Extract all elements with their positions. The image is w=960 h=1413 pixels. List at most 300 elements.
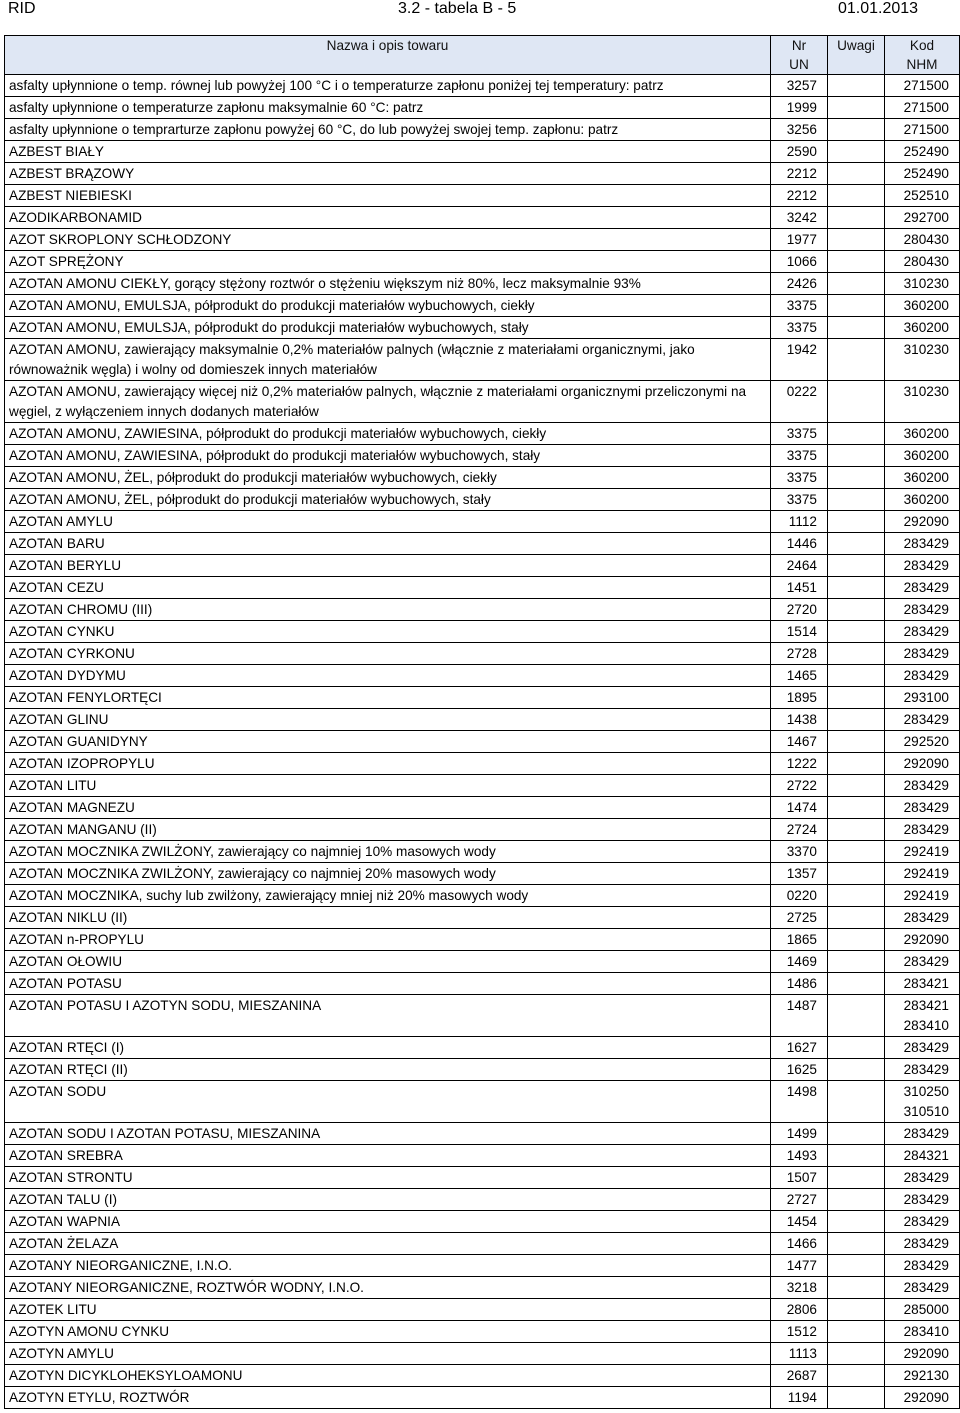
cell-nhm-code: 292520 xyxy=(885,731,960,753)
cell-description: AZOTAN MOCZNIKA, suchy lub zwilżony, zawierający mniej niż 20% masowych wody xyxy=(5,885,771,907)
cell-un-number: 3375 xyxy=(771,445,828,467)
cell-un-number: 1498 xyxy=(771,1081,828,1123)
cell-remarks xyxy=(828,445,885,467)
table-row xyxy=(5,339,960,381)
cell-nhm-code: 360200 xyxy=(885,467,960,489)
cell-nhm-code: 283429 xyxy=(885,907,960,929)
cell-nhm-code: 283429 xyxy=(885,577,960,599)
table-row xyxy=(5,731,960,753)
cell-remarks xyxy=(828,1167,885,1189)
cell-description: AZOTAN BERYLU xyxy=(5,555,771,577)
table-row xyxy=(5,97,960,119)
cell-remarks xyxy=(828,295,885,317)
cell-remarks xyxy=(828,1123,885,1145)
cell-nhm-code: 283429 xyxy=(885,1211,960,1233)
table-row xyxy=(5,775,960,797)
cell-remarks xyxy=(828,1189,885,1211)
cell-description: AZOTAN MANGANU (II) xyxy=(5,819,771,841)
table-row xyxy=(5,273,960,295)
cell-remarks xyxy=(828,599,885,621)
cell-remarks xyxy=(828,885,885,907)
table-row xyxy=(5,643,960,665)
table-row xyxy=(5,819,960,841)
cell-remarks xyxy=(828,381,885,423)
table-row xyxy=(5,381,960,423)
table-row xyxy=(5,841,960,863)
cell-nhm-code: 252490 xyxy=(885,141,960,163)
cell-un-number: 1942 xyxy=(771,339,828,381)
cell-remarks xyxy=(828,1387,885,1409)
cell-remarks xyxy=(828,1299,885,1321)
cell-un-number: 1194 xyxy=(771,1387,828,1409)
table-row xyxy=(5,1299,960,1321)
cell-description: AZOTAN TALU (I) xyxy=(5,1189,771,1211)
cell-nhm-code: 310230 xyxy=(885,381,960,423)
cell-description: AZOTAN AMONU, EMULSJA, półprodukt do produkcji materiałów wybuchowych, ciekły xyxy=(5,295,771,317)
cell-description: AZOTAN STRONTU xyxy=(5,1167,771,1189)
cell-nhm-code: 292419 xyxy=(885,863,960,885)
cell-description: AZOTAN LITU xyxy=(5,775,771,797)
cell-description: asfalty upłynnione o temprarturze zapłonu powyżej 60 °C, do lub powyżej swojej temp. zapłonu: patrz xyxy=(5,119,771,141)
cell-remarks xyxy=(828,951,885,973)
cell-description: AZOTAN IZOPROPYLU xyxy=(5,753,771,775)
cell-description: AZOTAN AMONU CIEKŁY, gorący stężony roztwór o stężeniu większym niż 80%, lecz maksymalnie 93% xyxy=(5,273,771,295)
table-row xyxy=(5,621,960,643)
cell-un-number: 1895 xyxy=(771,687,828,709)
cell-un-number: 2728 xyxy=(771,643,828,665)
cell-description: AZOTAN CYNKU xyxy=(5,621,771,643)
cell-description: AZOTYN AMYLU xyxy=(5,1343,771,1365)
cell-remarks xyxy=(828,317,885,339)
cell-nhm-code: 283429 xyxy=(885,599,960,621)
cell-un-number: 1113 xyxy=(771,1343,828,1365)
cell-remarks xyxy=(828,119,885,141)
table-row xyxy=(5,489,960,511)
cell-un-number: 1512 xyxy=(771,1321,828,1343)
cell-remarks xyxy=(828,1211,885,1233)
column-header-nhm-line2: NHM xyxy=(906,57,938,72)
cell-remarks xyxy=(828,273,885,295)
cell-description: AZOTAN RTĘCI (I) xyxy=(5,1037,771,1059)
cell-nhm-code xyxy=(885,995,960,1037)
cell-un-number: 3375 xyxy=(771,295,828,317)
cell-remarks xyxy=(828,731,885,753)
cell-nhm-code: 293100 xyxy=(885,687,960,709)
cell-remarks xyxy=(828,555,885,577)
table-row xyxy=(5,973,960,995)
cell-nhm-code-primary: 283421 xyxy=(903,998,949,1013)
cell-remarks xyxy=(828,1081,885,1123)
header-left-label: RID xyxy=(8,0,36,17)
cell-remarks xyxy=(828,1365,885,1387)
table-row xyxy=(5,1167,960,1189)
table-row xyxy=(5,1081,960,1123)
table-row xyxy=(5,229,960,251)
cell-nhm-code-secondary: 283410 xyxy=(903,1018,949,1033)
table-row xyxy=(5,467,960,489)
cell-un-number: 1474 xyxy=(771,797,828,819)
cell-nhm-code: 283429 xyxy=(885,643,960,665)
column-header-un-line1: Nr xyxy=(791,38,807,53)
table-row xyxy=(5,185,960,207)
cell-remarks xyxy=(828,75,885,97)
cell-un-number: 1446 xyxy=(771,533,828,555)
table-row xyxy=(5,1211,960,1233)
cell-remarks xyxy=(828,1321,885,1343)
table-row xyxy=(5,907,960,929)
cell-description: asfalty upłynnione o temperaturze zapłonu maksymalnie 60 °C: patrz xyxy=(5,97,771,119)
cell-nhm-code: 271500 xyxy=(885,97,960,119)
cell-remarks xyxy=(828,665,885,687)
cell-remarks xyxy=(828,207,885,229)
cell-description: AZOTAN AMONU, ŻEL, półprodukt do produkcji materiałów wybuchowych, stały xyxy=(5,489,771,511)
table-row xyxy=(5,1343,960,1365)
column-header-un-line2: UN xyxy=(789,57,809,72)
cell-remarks xyxy=(828,1037,885,1059)
cell-nhm-code: 283421 xyxy=(885,973,960,995)
cell-nhm-code: 360200 xyxy=(885,423,960,445)
cell-nhm-code: 292090 xyxy=(885,929,960,951)
cell-description: AZOTAN CYRKONU xyxy=(5,643,771,665)
cell-nhm-code: 283429 xyxy=(885,1277,960,1299)
cell-un-number: 1477 xyxy=(771,1255,828,1277)
table-row xyxy=(5,251,960,273)
cell-un-number: 2590 xyxy=(771,141,828,163)
cell-description: AZOTAN AMONU, EMULSJA, półprodukt do produkcji materiałów wybuchowych, stały xyxy=(5,317,771,339)
cell-remarks xyxy=(828,643,885,665)
cell-description: asfalty upłynnione o temp. równej lub powyżej 100 °C i o temperaturze zapłonu poniżej tej temperatury: patrz xyxy=(5,75,771,97)
cell-nhm-code: 292419 xyxy=(885,885,960,907)
table-row xyxy=(5,533,960,555)
cell-remarks xyxy=(828,467,885,489)
cell-description: AZOTAN MOCZNIKA ZWILŻONY, zawierający co najmniej 10% masowych wody xyxy=(5,841,771,863)
table-row xyxy=(5,1365,960,1387)
cell-remarks xyxy=(828,929,885,951)
cell-description: AZOTAN SODU xyxy=(5,1081,771,1123)
table-row xyxy=(5,445,960,467)
cell-description: AZOTYN AMONU CYNKU xyxy=(5,1321,771,1343)
cell-nhm-code: 360200 xyxy=(885,489,960,511)
cell-description: AZOTAN AMONU, ZAWIESINA, półprodukt do produkcji materiałów wybuchowych, ciekły xyxy=(5,423,771,445)
cell-remarks xyxy=(828,907,885,929)
cell-description: AZOTYN DICYKLOHEKSYLOAMONU xyxy=(5,1365,771,1387)
table-row xyxy=(5,951,960,973)
cell-description: AZBEST BIAŁY xyxy=(5,141,771,163)
cell-description: AZOTANY NIEORGANICZNE, I.N.O. xyxy=(5,1255,771,1277)
cell-remarks xyxy=(828,185,885,207)
cell-remarks xyxy=(828,141,885,163)
cell-un-number: 2724 xyxy=(771,819,828,841)
cell-remarks xyxy=(828,863,885,885)
cell-remarks xyxy=(828,97,885,119)
cell-remarks xyxy=(828,251,885,273)
cell-un-number: 1357 xyxy=(771,863,828,885)
cell-description: AZOTANY NIEORGANICZNE, ROZTWÓR WODNY, I.N.O. xyxy=(5,1277,771,1299)
cell-description: AZOTAN SODU I AZOTAN POTASU, MIESZANINA xyxy=(5,1123,771,1145)
cell-un-number: 3256 xyxy=(771,119,828,141)
cell-un-number: 1865 xyxy=(771,929,828,951)
cell-un-number: 1451 xyxy=(771,577,828,599)
cell-nhm-code: 310230 xyxy=(885,339,960,381)
cell-un-number: 1486 xyxy=(771,973,828,995)
cell-un-number: 1999 xyxy=(771,97,828,119)
cell-description: AZOTAN AMONU, zawierający maksymalnie 0,2% materiałów palnych (włącznie z materiałami organicznymi, jako równoważnik węgla) i wolny od domieszek innych materiałów xyxy=(5,339,771,381)
cell-un-number: 1465 xyxy=(771,665,828,687)
cell-description: AZOTAN RTĘCI (II) xyxy=(5,1059,771,1081)
cell-description: AZOTAN AMYLU xyxy=(5,511,771,533)
cell-remarks xyxy=(828,753,885,775)
cell-nhm-code: 283429 xyxy=(885,1255,960,1277)
cell-remarks xyxy=(828,339,885,381)
cell-remarks xyxy=(828,1277,885,1299)
cell-nhm-code: 360200 xyxy=(885,295,960,317)
table-row xyxy=(5,1321,960,1343)
table-row xyxy=(5,577,960,599)
cell-remarks xyxy=(828,687,885,709)
cell-nhm-code-secondary: 310510 xyxy=(903,1104,949,1119)
cell-nhm-code: 283429 xyxy=(885,1189,960,1211)
cell-remarks xyxy=(828,1145,885,1167)
cell-un-number: 1977 xyxy=(771,229,828,251)
cell-description: AZOTAN DYDYMU xyxy=(5,665,771,687)
cell-description: AZOTAN AMONU, ZAWIESINA, półprodukt do produkcji materiałów wybuchowych, stały xyxy=(5,445,771,467)
cell-remarks xyxy=(828,1233,885,1255)
cell-description: AZOTAN n-PROPYLU xyxy=(5,929,771,951)
cell-description: AZODIKARBONAMID xyxy=(5,207,771,229)
cell-nhm-code xyxy=(885,1081,960,1123)
cell-nhm-code: 284321 xyxy=(885,1145,960,1167)
table-row xyxy=(5,1059,960,1081)
cell-description: AZOTAN MAGNEZU xyxy=(5,797,771,819)
cell-nhm-code-primary: 310250 xyxy=(903,1084,949,1099)
table-row xyxy=(5,753,960,775)
cell-description: AZOTAN AMONU, zawierający więcej niż 0,2% materiałów palnych, włącznie z materiałami organicznymi przeliczonymi na węgiel, z wyłączeniem innych dodanych materiałów xyxy=(5,381,771,423)
cell-un-number: 1487 xyxy=(771,995,828,1037)
cell-description: AZOTAN AMONU, ŻEL, półprodukt do produkcji materiałów wybuchowych, ciekły xyxy=(5,467,771,489)
table-row xyxy=(5,1387,960,1409)
cell-description: AZOTAN CEZU xyxy=(5,577,771,599)
cell-un-number: 1469 xyxy=(771,951,828,973)
header-date: 01.01.2013 xyxy=(838,0,919,17)
table-body xyxy=(5,75,960,1409)
table-row xyxy=(5,317,960,339)
cell-remarks xyxy=(828,229,885,251)
table-row xyxy=(5,1123,960,1145)
cell-un-number: 1625 xyxy=(771,1059,828,1081)
cell-un-number: 1507 xyxy=(771,1167,828,1189)
cell-remarks xyxy=(828,621,885,643)
cell-un-number: 1627 xyxy=(771,1037,828,1059)
cell-nhm-code: 283429 xyxy=(885,1037,960,1059)
table-row xyxy=(5,75,960,97)
cell-remarks xyxy=(828,423,885,445)
cell-nhm-code: 252510 xyxy=(885,185,960,207)
cell-un-number: 2720 xyxy=(771,599,828,621)
cell-nhm-code: 283429 xyxy=(885,775,960,797)
cell-description: AZOTAN CHROMU (III) xyxy=(5,599,771,621)
cell-un-number: 1112 xyxy=(771,511,828,533)
cell-nhm-code: 283429 xyxy=(885,621,960,643)
cell-remarks xyxy=(828,797,885,819)
cell-un-number: 3375 xyxy=(771,489,828,511)
cell-remarks xyxy=(828,163,885,185)
cell-nhm-code: 292130 xyxy=(885,1365,960,1387)
cell-un-number: 3375 xyxy=(771,423,828,445)
cell-description: AZBEST BRĄZOWY xyxy=(5,163,771,185)
table-row xyxy=(5,207,960,229)
cell-description: AZOTAN BARU xyxy=(5,533,771,555)
cell-description: AZOTAN NIKLU (II) xyxy=(5,907,771,929)
table-row xyxy=(5,119,960,141)
table-row xyxy=(5,1037,960,1059)
cell-nhm-code: 292090 xyxy=(885,753,960,775)
table-row xyxy=(5,599,960,621)
cell-nhm-code: 283429 xyxy=(885,1167,960,1189)
cell-description: AZOTAN MOCZNIKA ZWILŻONY, zawierający co najmniej 20% masowych wody xyxy=(5,863,771,885)
cell-un-number: 1467 xyxy=(771,731,828,753)
cell-un-number: 0220 xyxy=(771,885,828,907)
cell-description: AZOTAN OŁOWIU xyxy=(5,951,771,973)
cell-nhm-code: 283410 xyxy=(885,1321,960,1343)
cell-description: AZBEST NIEBIESKI xyxy=(5,185,771,207)
table-row xyxy=(5,1145,960,1167)
column-header-un-number xyxy=(771,36,828,75)
table-row xyxy=(5,1233,960,1255)
cell-nhm-code: 283429 xyxy=(885,951,960,973)
cell-nhm-code: 283429 xyxy=(885,1059,960,1081)
table-row xyxy=(5,295,960,317)
column-header-nhm-code xyxy=(885,36,960,75)
cell-un-number: 3375 xyxy=(771,317,828,339)
table-row xyxy=(5,929,960,951)
cell-remarks xyxy=(828,1059,885,1081)
cell-nhm-code: 283429 xyxy=(885,1123,960,1145)
table-row xyxy=(5,511,960,533)
cell-nhm-code: 280430 xyxy=(885,229,960,251)
cell-nhm-code: 283429 xyxy=(885,533,960,555)
cell-nhm-code: 280430 xyxy=(885,251,960,273)
cell-un-number: 0222 xyxy=(771,381,828,423)
cell-nhm-code: 310230 xyxy=(885,273,960,295)
cell-un-number: 2212 xyxy=(771,163,828,185)
table-row xyxy=(5,687,960,709)
cell-nhm-code: 271500 xyxy=(885,75,960,97)
cell-description: AZOT SKROPLONY SCHŁODZONY xyxy=(5,229,771,251)
table-row xyxy=(5,709,960,731)
table-row xyxy=(5,555,960,577)
cell-nhm-code: 292090 xyxy=(885,511,960,533)
cell-remarks xyxy=(828,1255,885,1277)
cell-remarks xyxy=(828,973,885,995)
cell-un-number: 1222 xyxy=(771,753,828,775)
cell-description: AZOTAN WAPNIA xyxy=(5,1211,771,1233)
cell-description: AZOTEK LITU xyxy=(5,1299,771,1321)
column-header-remarks: Uwagi xyxy=(828,36,885,75)
cell-nhm-code: 283429 xyxy=(885,819,960,841)
cell-un-number: 1438 xyxy=(771,709,828,731)
cell-un-number: 2426 xyxy=(771,273,828,295)
cell-nhm-code: 292419 xyxy=(885,841,960,863)
cell-description: AZOTAN FENYLORTĘCI xyxy=(5,687,771,709)
cell-un-number: 2722 xyxy=(771,775,828,797)
cell-remarks xyxy=(828,819,885,841)
cell-un-number: 2806 xyxy=(771,1299,828,1321)
cell-nhm-code: 292090 xyxy=(885,1343,960,1365)
cell-un-number: 2464 xyxy=(771,555,828,577)
column-header-description: Nazwa i opis towaru xyxy=(5,36,771,75)
table-row xyxy=(5,141,960,163)
cell-un-number: 3257 xyxy=(771,75,828,97)
cell-remarks xyxy=(828,489,885,511)
table-row xyxy=(5,163,960,185)
cell-remarks xyxy=(828,841,885,863)
cell-un-number: 2687 xyxy=(771,1365,828,1387)
cell-un-number: 1493 xyxy=(771,1145,828,1167)
cell-description: AZOTAN SREBRA xyxy=(5,1145,771,1167)
cell-nhm-code: 283429 xyxy=(885,797,960,819)
cell-un-number: 1466 xyxy=(771,1233,828,1255)
cell-nhm-code: 292700 xyxy=(885,207,960,229)
table-row xyxy=(5,797,960,819)
table-row xyxy=(5,1255,960,1277)
cell-un-number: 2725 xyxy=(771,907,828,929)
cell-nhm-code: 283429 xyxy=(885,709,960,731)
cell-description: AZOTAN POTASU xyxy=(5,973,771,995)
cell-un-number: 1514 xyxy=(771,621,828,643)
cell-nhm-code: 360200 xyxy=(885,317,960,339)
cell-description: AZOTAN POTASU I AZOTYN SODU, MIESZANINA xyxy=(5,995,771,1037)
cell-nhm-code: 283429 xyxy=(885,1233,960,1255)
table-row xyxy=(5,665,960,687)
cell-description: AZOTAN GLINU xyxy=(5,709,771,731)
cell-remarks xyxy=(828,577,885,599)
cell-un-number: 1066 xyxy=(771,251,828,273)
goods-table xyxy=(4,35,960,1409)
cell-nhm-code: 283429 xyxy=(885,555,960,577)
table-row xyxy=(5,995,960,1037)
cell-nhm-code: 285000 xyxy=(885,1299,960,1321)
cell-description: AZOT SPRĘŻONY xyxy=(5,251,771,273)
cell-remarks xyxy=(828,1343,885,1365)
cell-un-number: 3370 xyxy=(771,841,828,863)
table-row xyxy=(5,1277,960,1299)
cell-nhm-code: 252490 xyxy=(885,163,960,185)
cell-remarks xyxy=(828,775,885,797)
cell-un-number: 3242 xyxy=(771,207,828,229)
cell-description: AZOTAN GUANIDYNY xyxy=(5,731,771,753)
cell-un-number: 1454 xyxy=(771,1211,828,1233)
cell-remarks xyxy=(828,533,885,555)
cell-remarks xyxy=(828,995,885,1037)
cell-un-number: 1499 xyxy=(771,1123,828,1145)
table-row xyxy=(5,863,960,885)
cell-nhm-code: 292090 xyxy=(885,1387,960,1409)
header-title: 3.2 - tabela B - 5 xyxy=(398,0,517,17)
cell-nhm-code: 283429 xyxy=(885,665,960,687)
cell-un-number: 2727 xyxy=(771,1189,828,1211)
cell-description: AZOTAN ŻELAZA xyxy=(5,1233,771,1255)
cell-un-number: 2212 xyxy=(771,185,828,207)
cell-nhm-code: 271500 xyxy=(885,119,960,141)
cell-description: AZOTYN ETYLU, ROZTWÓR xyxy=(5,1387,771,1409)
table-row xyxy=(5,885,960,907)
page-header xyxy=(0,0,960,30)
cell-remarks xyxy=(828,709,885,731)
cell-un-number: 3218 xyxy=(771,1277,828,1299)
table-header xyxy=(5,36,960,75)
table-row xyxy=(5,423,960,445)
column-header-nhm-line1: Kod xyxy=(909,38,935,53)
